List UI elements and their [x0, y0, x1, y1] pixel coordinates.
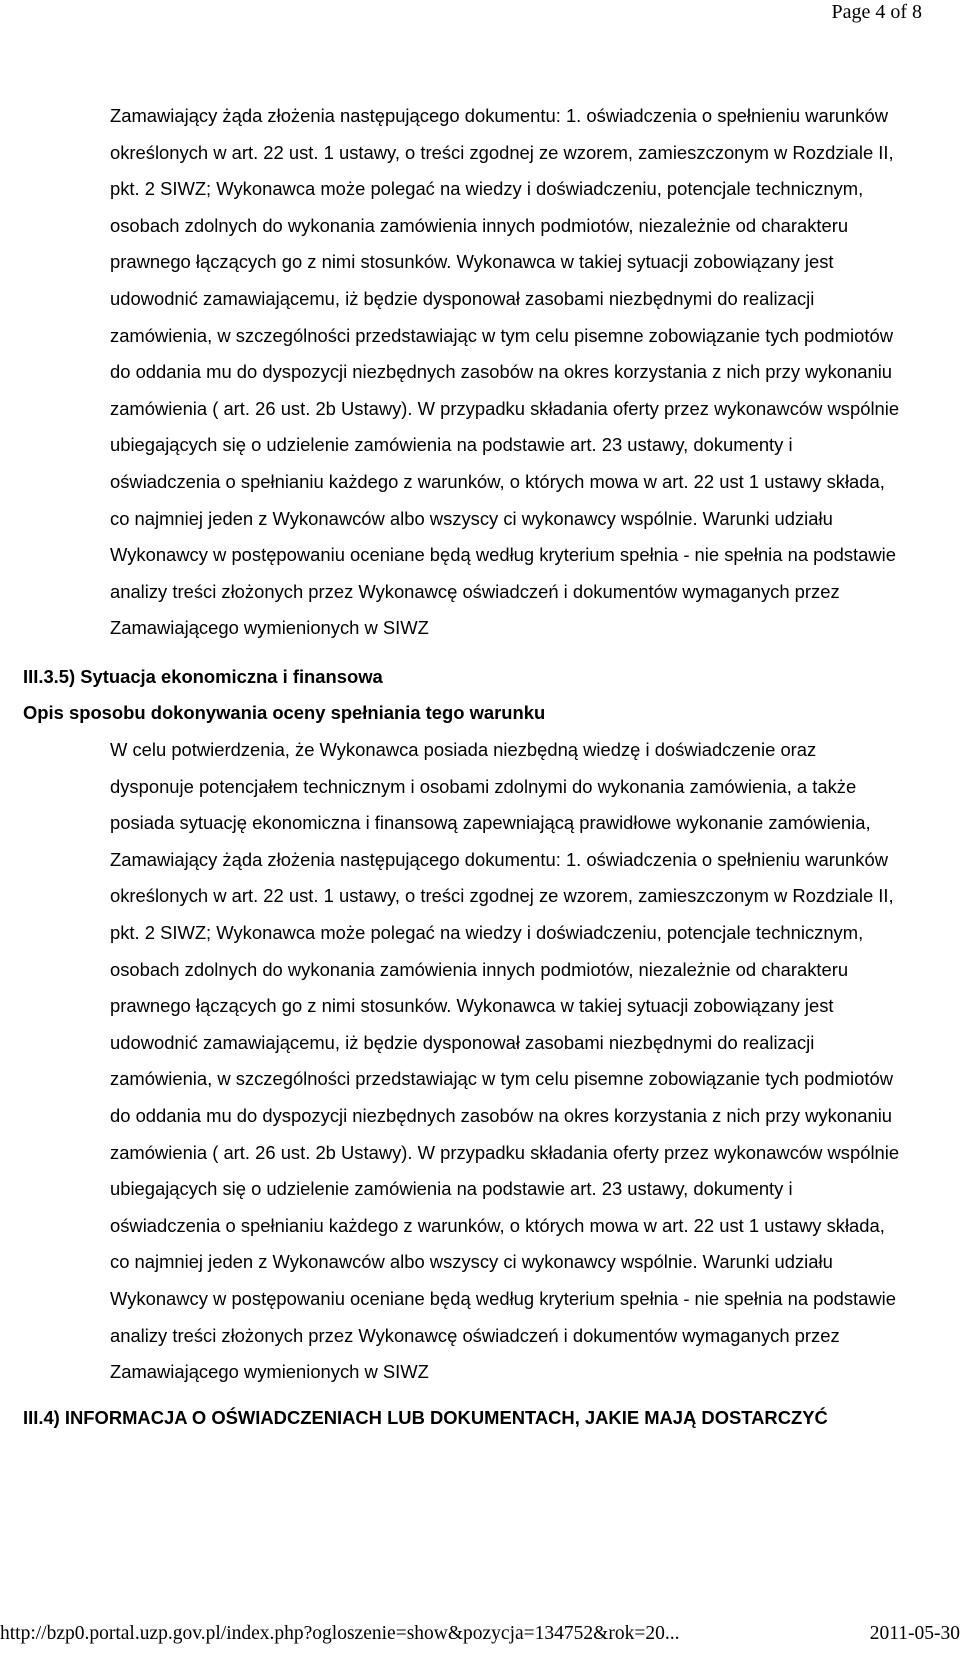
footer-url: http://bzp0.portal.uzp.gov.pl/index.php?ogloszenie=show&pozycja=134752&rok=20...: [0, 1623, 680, 1644]
body-text-line: zamówienia, w szczególności przedstawiając w tym celu pisemne zobowiązanie tych podmiotów: [110, 1068, 893, 1090]
body-text-line: dysponuje potencjałem technicznym i osobami zdolnymi do wykonania zamówienia, a także: [110, 775, 857, 797]
page-number: Page 4 of 8: [831, 1, 922, 23]
body-text-line: określonych w art. 22 ust. 1 ustawy, o treści zgodnej ze wzorem, zamieszczonym w Rozdziale II,: [110, 885, 894, 907]
footer-date: 2011-05-30: [869, 1623, 960, 1644]
body-text-line: udowodnić zamawiającemu, iż będzie dysponował zasobami niezbędnymi do realizacji: [110, 288, 815, 309]
body-text-line: W celu potwierdzenia, że Wykonawca posiada niezbędną wiedzę i doświadczenie oraz: [110, 739, 817, 760]
body-text-line: zamówienia, w szczególności przedstawiając w tym celu pisemne zobowiązanie tych podmiotów: [110, 324, 893, 346]
section-heading: III.4) INFORMACJA O OŚWIADCZENIACH LUB DOKUMENTACH, JAKIE MAJĄ DOSTARCZYĆ: [23, 1407, 828, 1428]
body-text-line: oświadczenia o spełnianiu każdego z warunków, o których mowa w art. 22 ust 1 ustawy składa,: [110, 1214, 885, 1236]
body-text-line: prawnego łączących go z nimi stosunków. Wykonawca w takiej sytuacji zobowiązany jest: [110, 995, 834, 1017]
body-text-line: osobach zdolnych do wykonania zamówienia innych podmiotów, niezależnie od charakteru: [110, 214, 849, 236]
section-heading: III.3.5) Sytuacja ekonomiczna i finansowa: [23, 666, 383, 687]
body-text-line: analizy treści złożonych przez Wykonawcę oświadczeń i dokumentów wymaganych przez: [110, 580, 840, 602]
body-text-line: oświadczenia o spełnianiu każdego z warunków, o których mowa w art. 22 ust 1 ustawy składa,: [110, 471, 885, 492]
body-text-line: posiada sytuację ekonomiczna i finansową zapewniającą prawidłowe wykonanie zamówienia,: [110, 812, 871, 834]
body-text-line: ubiegających się o udzielenie zamówienia na podstawie art. 23 ustawy, dokumenty i: [110, 1178, 793, 1200]
body-text-line: do oddania mu do dyspozycji niezbędnych zasobów na okres korzystania z nich przy wykonaniu: [110, 361, 893, 383]
body-text-line: Wykonawcy w postępowaniu oceniane będą według kryterium spełnia - nie spełnia na podstawie: [110, 544, 896, 566]
body-text-line: Zamawiający żąda złożenia następującego dokumentu: 1. oświadczenia o spełnieniu warunków: [110, 105, 888, 126]
body-text-line: pkt. 2 SIWZ; Wykonawca może polegać na wiedzy i doświadczeniu, potencjale technicznym,: [110, 178, 864, 200]
body-text-line: Zamawiającego wymienionych w SIWZ: [110, 1361, 429, 1383]
body-text-line: prawnego łączących go z nimi stosunków. Wykonawca w takiej sytuacji zobowiązany jest: [110, 251, 834, 273]
body-text-line: co najmniej jeden z Wykonawców albo wszyscy ci wykonawcy wspólnie. Warunki udziału: [110, 507, 833, 529]
body-text-line: analizy treści złożonych przez Wykonawcę oświadczeń i dokumentów wymaganych przez: [110, 1324, 840, 1346]
body-text-line: ubiegających się o udzielenie zamówienia na podstawie art. 23 ustawy, dokumenty i: [110, 434, 793, 456]
section-subheading: Opis sposobu dokonywania oceny spełniania tego warunku: [23, 702, 546, 723]
body-text-line: określonych w art. 22 ust. 1 ustawy, o treści zgodnej ze wzorem, zamieszczonym w Rozdziale II,: [110, 141, 894, 163]
body-text-line: Zamawiającego wymienionych w SIWZ: [110, 617, 429, 639]
body-text-line: Zamawiający żąda złożenia następującego dokumentu: 1. oświadczenia o spełnieniu warunków: [110, 848, 888, 870]
body-text-line: do oddania mu do dyspozycji niezbędnych zasobów na okres korzystania z nich przy wykonaniu: [110, 1105, 893, 1126]
body-text-line: pkt. 2 SIWZ; Wykonawca może polegać na wiedzy i doświadczeniu, potencjale technicznym,: [110, 922, 864, 943]
body-text-line: co najmniej jeden z Wykonawców albo wszyscy ci wykonawcy wspólnie. Warunki udziału: [110, 1251, 833, 1273]
body-text-line: osobach zdolnych do wykonania zamówienia innych podmiotów, niezależnie od charakteru: [110, 958, 849, 980]
body-text-line: zamówienia ( art. 26 ust. 2b Ustawy). W przypadku składania oferty przez wykonawców wspólnie: [110, 1141, 900, 1163]
body-text-line: udowodnić zamawiającemu, iż będzie dysponował zasobami niezbędnymi do realizacji: [110, 1031, 815, 1053]
body-text-line: zamówienia ( art. 26 ust. 2b Ustawy). W przypadku składania oferty przez wykonawców wspólnie: [110, 397, 900, 419]
body-text-line: Wykonawcy w postępowaniu oceniane będą według kryterium spełnia - nie spełnia na podstawie: [110, 1288, 896, 1309]
